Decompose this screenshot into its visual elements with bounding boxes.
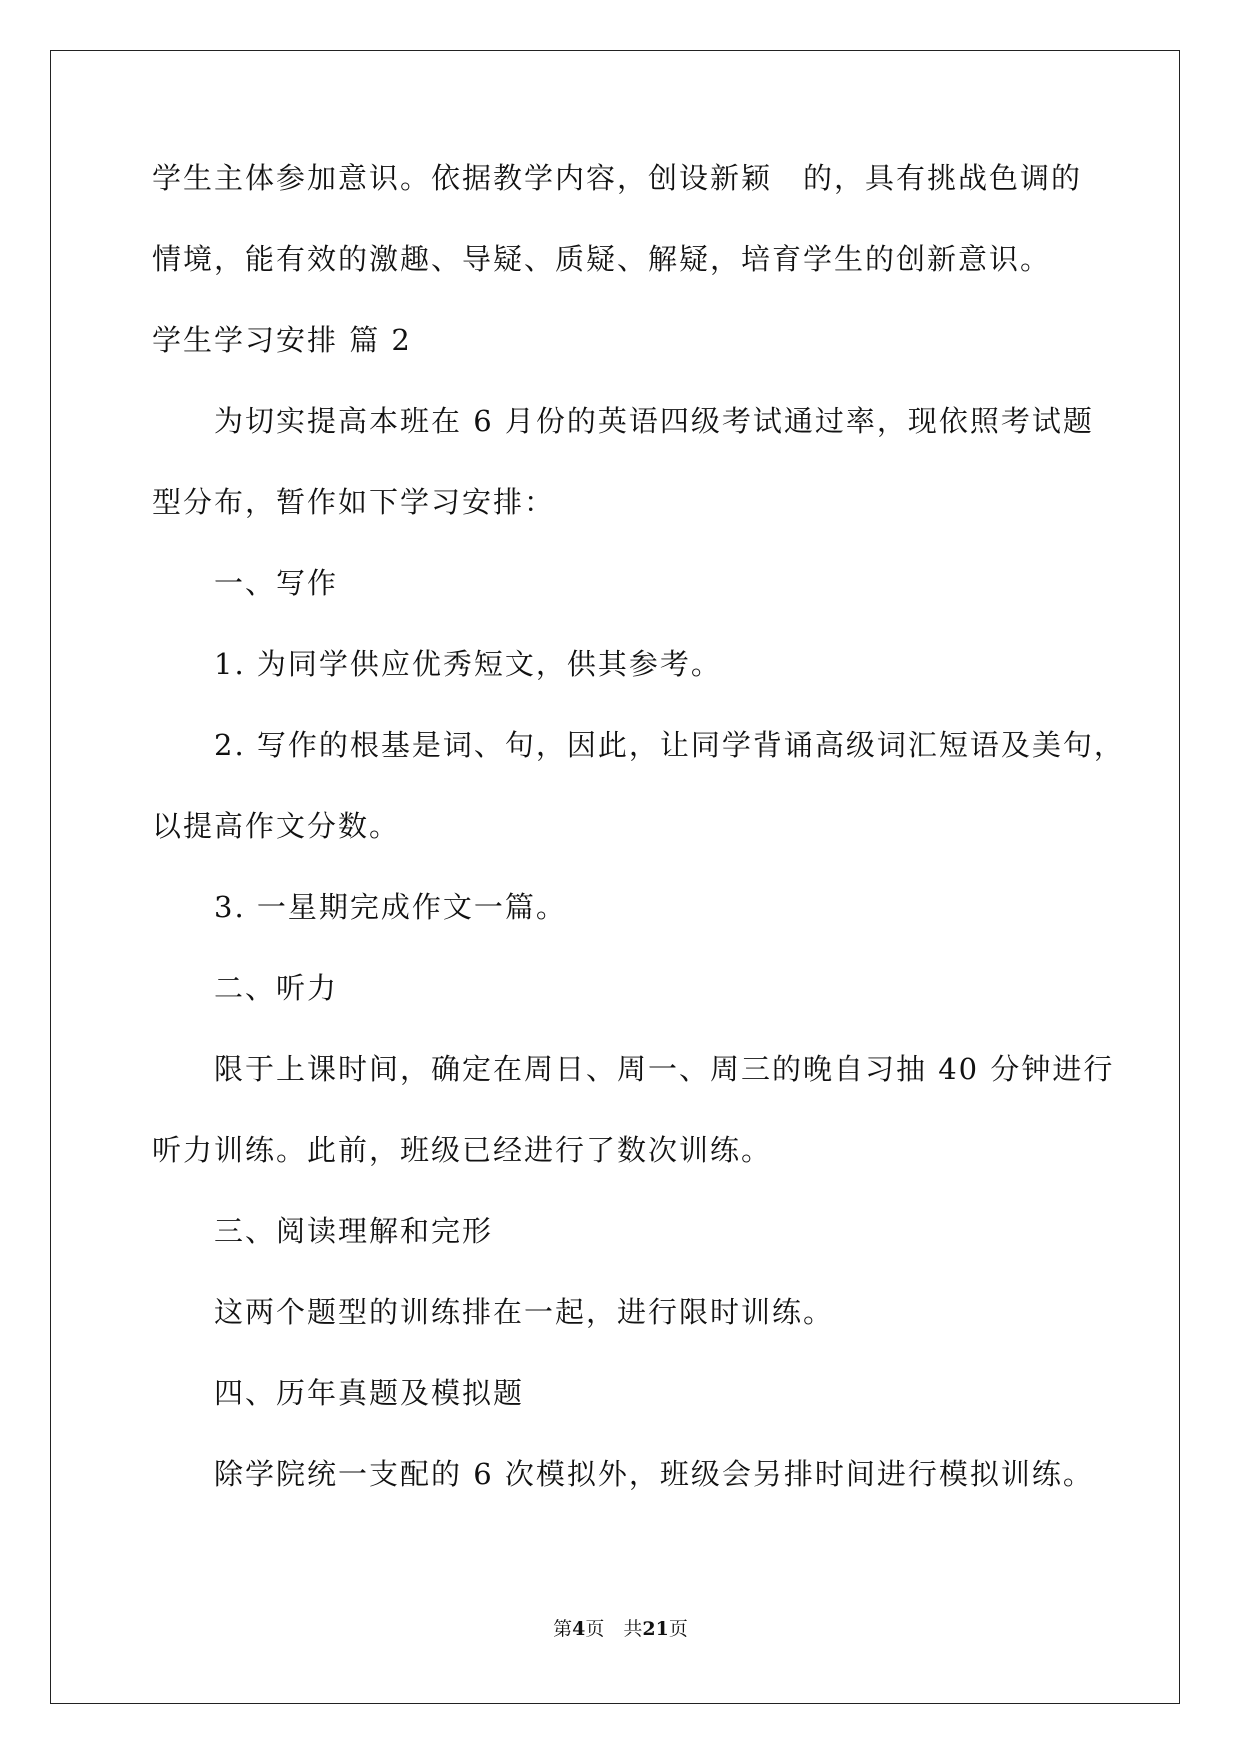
paragraph-line: 听力训练。此前，班级已经进行了数次训练。 (152, 1133, 773, 1167)
page-suffix: 页 (668, 1618, 688, 1640)
list-item: 2. 写作的根基是词、句，因此，让同学背诵高级词汇短语及美句， (214, 728, 1125, 762)
paragraph-line: 限于上课时间，确定在周日、周一、周三的晚自习抽 40 分钟进行 (214, 1052, 1115, 1086)
page-mid: 页 共 (585, 1618, 643, 1640)
paragraph-line: 这两个题型的训练排在一起，进行限时训练。 (214, 1295, 835, 1329)
current-page-number: 4 (572, 1618, 586, 1640)
total-pages-number: 21 (642, 1618, 669, 1640)
subheading-writing: 一、写作 (214, 566, 339, 600)
page-footer (0, 1614, 1241, 1641)
section-heading: 学生学习安排 篇 2 (152, 323, 412, 357)
list-item: 1. 为同学供应优秀短文，供其参考。 (214, 647, 722, 681)
subheading-past-papers: 四、历年真题及模拟题 (214, 1376, 525, 1410)
paragraph-line: 为切实提高本班在 6 月份的英语四级考试通过率，现依照考试题 (214, 404, 1094, 438)
paragraph-line: 以提高作文分数。 (152, 809, 401, 843)
paragraph-line: 学生主体参加意识。依据教学内容，创设新颖 的，具有挑战色调的 (152, 161, 1083, 195)
list-item: 3. 一星期完成作文一篇。 (214, 890, 567, 924)
page-prefix: 第 (553, 1618, 573, 1640)
document-body (152, 158, 1125, 1535)
subheading-listening: 二、听力 (214, 971, 339, 1005)
paragraph-line: 情境，能有效的激趣、导疑、质疑、解疑，培育学生的创新意识。 (152, 242, 1052, 276)
paragraph-line: 型分布，暂作如下学习安排： (152, 485, 556, 519)
paragraph-line: 除学院统一支配的 6 次模拟外，班级会另排时间进行模拟训练。 (214, 1457, 1094, 1491)
subheading-reading: 三、阅读理解和完形 (214, 1214, 494, 1248)
